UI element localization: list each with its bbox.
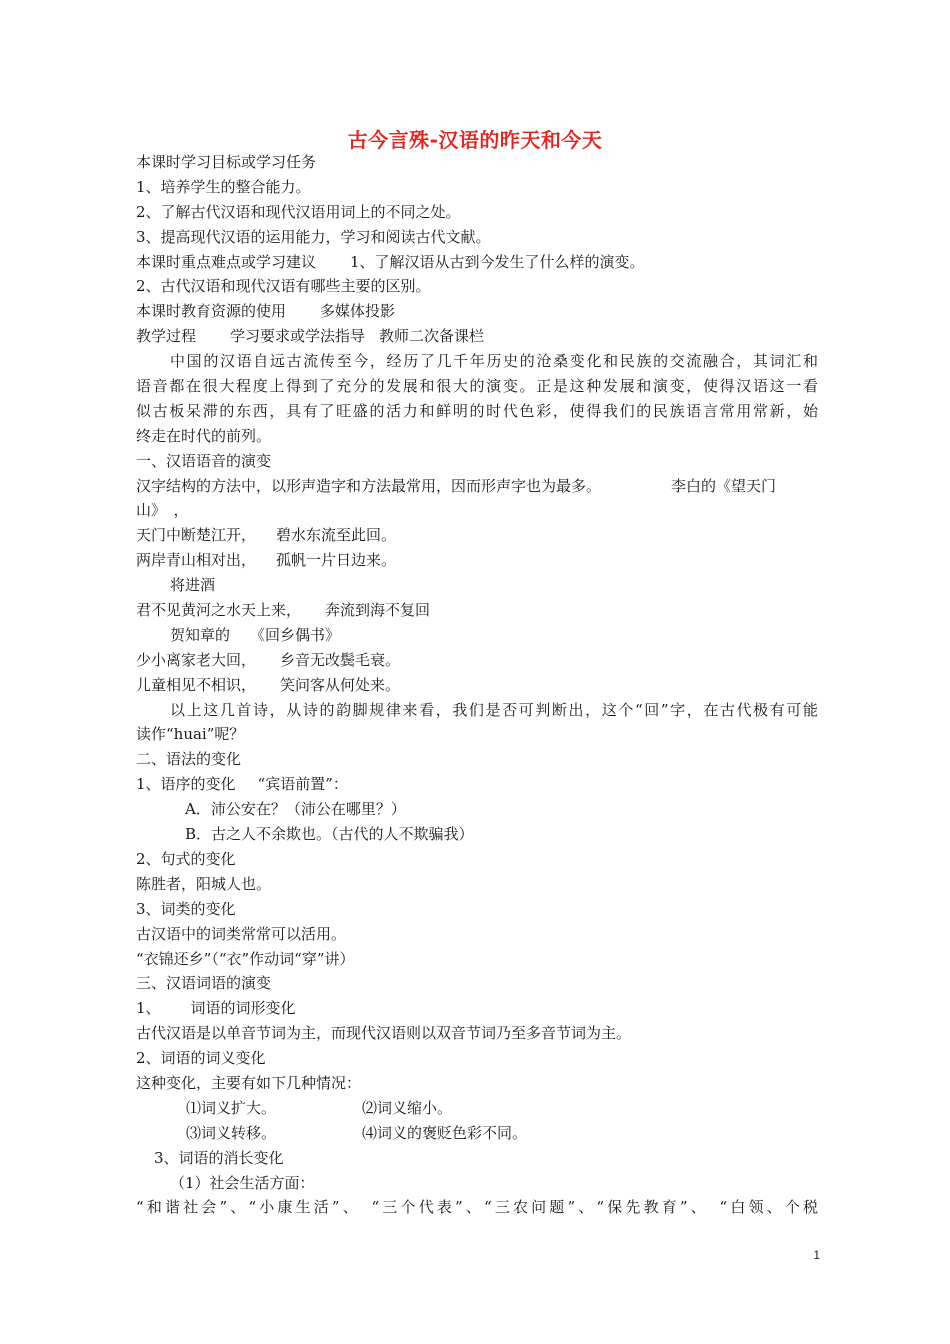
poem1-line2-a: 两岸青山相对出， [136, 551, 257, 570]
section3-sub1-number: 1、 [136, 999, 161, 1018]
poem3-line1-b: 乡音无改鬓毛衰。 [280, 650, 401, 669]
section1-line1-poem-ref: 李白的《望天门 [671, 476, 777, 495]
page-number: 1 [813, 1248, 820, 1262]
poem3-line2-a: 儿童相见不相识， [136, 675, 257, 694]
poem3-title: 《回乡偶书》 [250, 625, 341, 644]
section2-sub1 [136, 772, 818, 797]
key-points-line [136, 250, 818, 275]
section3-sub3-1: （1）社会生活方面： [170, 1173, 315, 1192]
key-point-2: 2、古代汉语和现代汉语有哪些主要的区别。 [136, 277, 431, 296]
poem2-title: 将进酒 [170, 576, 216, 595]
process-line [136, 324, 818, 349]
section3-sub1 [136, 996, 818, 1021]
resources-value: 多媒体投影 [320, 302, 396, 321]
section1-heading: 一、汉语语音的演变 [136, 451, 272, 470]
section1-line1-text: 汉字结构的方法中，以形声造字和方法最常用，因而形声字也为最多。 [136, 476, 602, 495]
process-col2: 学习要求或学法指导 [230, 327, 366, 346]
section2-sub2-example: 陈胜者，阳城人也。 [136, 874, 272, 893]
section2-sub3-text: 古汉语中的词类常常可以活用。 [136, 924, 347, 943]
meaning-change-4: ⑷词义的褒贬色彩不同。 [362, 1123, 528, 1142]
question-line-2: 读作“huai”呢？ [136, 725, 245, 744]
meaning-change-2: ⑵词义缩小。 [362, 1098, 453, 1117]
key-point-1: 1、了解汉语从古到今发生了什么样的演变。 [350, 252, 645, 271]
poem1-line1 [136, 523, 818, 548]
goals-heading: 本课时学习目标或学习任务 [136, 153, 317, 171]
document-title: 古今言殊-汉语的昨天和今天 [347, 128, 603, 152]
intro-line-3: 似古板呆滞的东西，具有了旺盛的活力和鲜明的时代色彩，使得我们的民族语言常用常新，始 [136, 401, 818, 420]
meaning-change-row-2 [136, 1121, 818, 1146]
goal-item-2: 2、了解古代汉语和现代汉语用词上的不同之处。 [136, 202, 461, 221]
resources-label: 本课时教育资源的使用 [136, 302, 287, 321]
section2-sub3-example: “衣锦还乡”（“衣”作动词“穿”讲） [136, 949, 355, 968]
poem3-line2-b: 笑问客从何处来。 [280, 675, 401, 694]
section2-sub1-note: “宾语前置”： [257, 775, 348, 794]
section3-heading: 三、汉语词语的演变 [136, 974, 272, 993]
poem1-line2 [136, 548, 818, 573]
poem2-line1-b: 奔流到海不复回 [325, 601, 431, 620]
poem2-line1-a: 君不见黄河之水天上来， [136, 601, 302, 620]
meaning-change-3: ⑶词义转移。 [186, 1123, 277, 1142]
section3-sub1-title: 词语的词形变化 [190, 999, 296, 1018]
process-col3: 教师二次备课栏 [379, 327, 485, 346]
section2-sub1-title: 1、语序的变化 [136, 775, 236, 794]
section2-heading: 二、语法的变化 [136, 750, 242, 769]
meaning-change-1: ⑴词义扩大。 [186, 1098, 277, 1117]
poem3-author: 贺知章的 [170, 625, 231, 644]
section1-line2: 山》 ， [136, 501, 189, 520]
example-b: B．古之人不余欺也。（古代的人不欺骗我） [185, 825, 474, 844]
goal-item-3: 3、提高现代汉语的运用能力，学习和阅读古代文献。 [136, 227, 491, 246]
section2-sub2: 2、句式的变化 [136, 849, 236, 868]
poem3-line2 [136, 673, 818, 698]
section3-sub1-desc: 古代汉语是以单音节词为主，而现代汉语则以双音节词乃至多音节词为主。 [136, 1024, 632, 1043]
section3-sub2: 2、词语的词义变化 [136, 1049, 266, 1068]
poem2-line1 [136, 598, 818, 623]
poem1-line1-b: 碧水东流至此回。 [276, 526, 397, 545]
example-a: A．沛公安在？（沛公在哪里？） [185, 800, 406, 819]
section3-sub2-desc: 这种变化，主要有如下几种情况： [136, 1073, 362, 1092]
resources-line [136, 299, 818, 324]
poem3-line1-a: 少小离家老大回， [136, 650, 257, 669]
section1-line1 [136, 474, 818, 499]
intro-line-2: 语音都在很大程度上得到了充分的发展和很大的演变。正是这种发展和演变，使得汉语这一看 [136, 377, 818, 396]
poem1-line1-a: 天门中断楚江开， [136, 526, 257, 545]
document-body [136, 150, 818, 1220]
intro-line-1: 中国的汉语自远古流传至今，经历了几千年历史的沧桑变化和民族的交流融合，其词汇和 [170, 352, 818, 371]
section3-sub3: 3、词语的消长变化 [154, 1148, 284, 1167]
section2-sub3: 3、词类的变化 [136, 899, 236, 918]
meaning-change-row-1 [136, 1096, 818, 1121]
process-label: 教学过程 [136, 327, 197, 346]
key-points-heading: 本课时重点难点或学习建议 [136, 252, 317, 271]
intro-line-4: 终走在时代的前列。 [136, 426, 272, 445]
question-line-1: 以上这几首诗，从诗的韵脚规律来看，我们是否可判断出，这个“回”字，在古代极有可能 [170, 700, 818, 719]
section3-sub3-terms: “和谐社会”、“小康生活”、 “三个代表”、“三农问题”、“保先教育”、 “白领、个税 [136, 1198, 818, 1217]
poem3-heading [136, 623, 818, 648]
poem3-line1 [136, 648, 818, 673]
goal-item-1: 1、培养学生的整合能力。 [136, 177, 311, 196]
poem1-line2-b: 孤帆一片日边来。 [276, 551, 397, 570]
